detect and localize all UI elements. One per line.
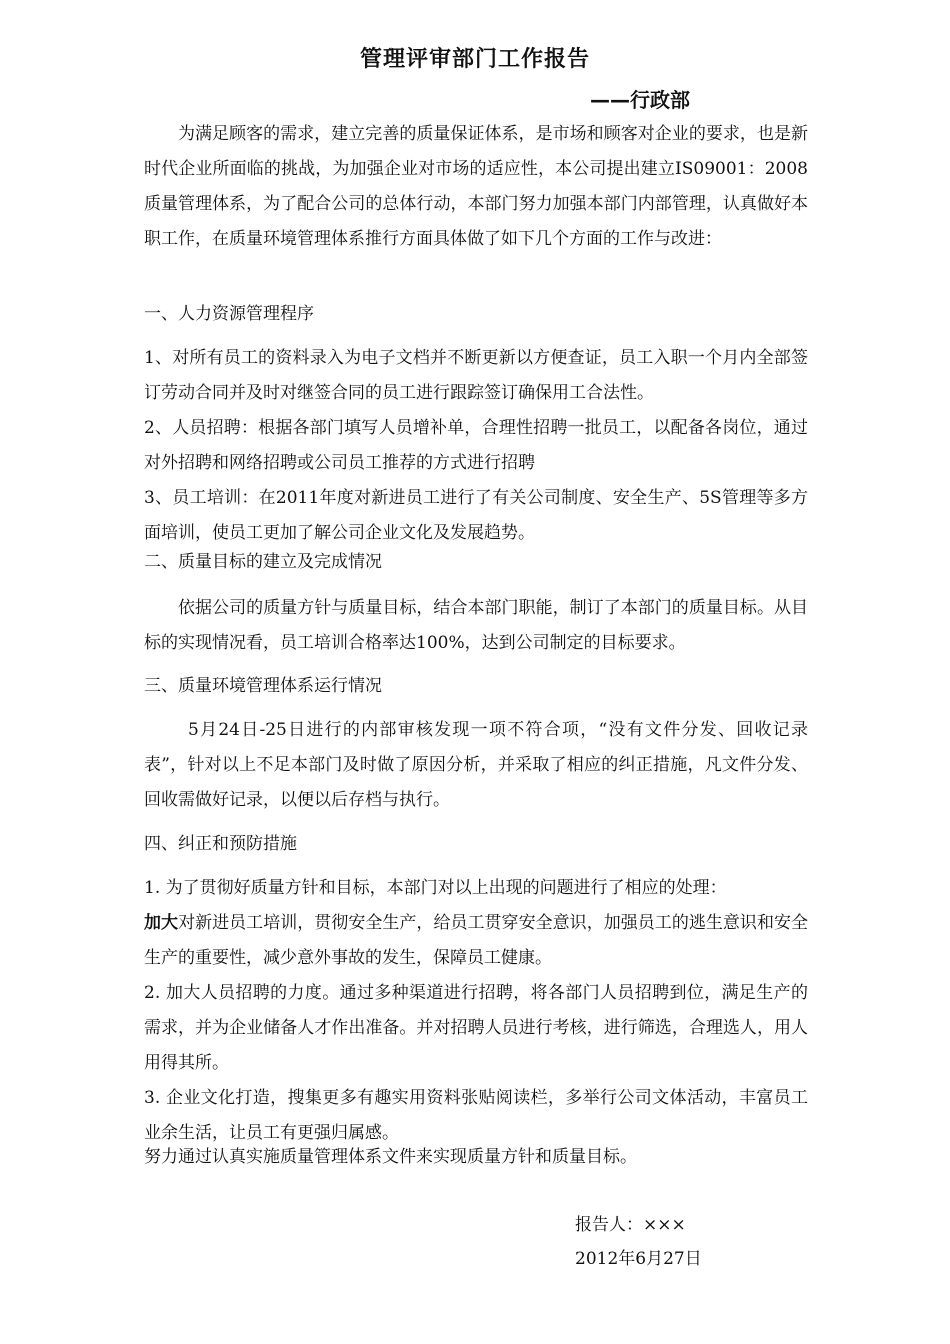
intro-paragraph: 为满足顾客的需求，建立完善的质量保证体系，是市场和顾客对企业的要求，也是新时代企业所面临的挑战，为加强企业对市场的适应性，本公司提出建立IS09001：2008质量管理体系，为了配合公司的总体行动，本部门努力加强本部门内部管理，认真做好本职工作，在质量环境管理体系推行方面具体做了如下几个方面的工作与改进： (144, 124, 808, 249)
section-4-item-3: 3. 企业文化打造，搜集更多有趣实用资料张贴阅读栏，多举行公司文体活动，丰富员工业余生活，让员工有更强归属感。 (144, 1088, 808, 1143)
section-1-item-2: 2、人员招聘：根据各部门填写人员增补单，合理性招聘一批员工，以配备各岗位，通过对外招聘和网络招聘或公司员工推荐的方式进行招聘 (144, 418, 808, 473)
closing-statement: 努力通过认真实施质量管理体系文件来实现质量方针和质量目标。 (144, 1147, 637, 1167)
section-1-heading: 一、人力资源管理程序 (144, 304, 314, 324)
section-2-body: 依据公司的质量方针与质量目标，结合本部门职能，制订了本部门的质量目标。从目标的实现情况看，员工培训合格率达100%，达到公司制定的目标要求。 (144, 598, 808, 653)
section-4-item-2: 2. 加大人员招聘的力度。通过多种渠道进行招聘，将各部门人员招聘到位，满足生产的需求，并为企业储备人才作出准备。并对招聘人员进行考核，进行筛选，合理选人，用人用得其所。 (144, 983, 808, 1073)
section-4-item-1-bold: 加大 (144, 913, 179, 933)
section-4-item-1 (144, 871, 808, 976)
section-2-heading: 二、质量目标的建立及完成情况 (144, 552, 382, 572)
report-date: 2012年6月27日 (575, 1249, 702, 1269)
section-4-item-1-rest: 对新进员工培训，贯彻安全生产，给员工贯穿安全意识，加强员工的逃生意识和安全生产的重要性，减少意外事故的发生，保障员工健康。 (144, 913, 809, 968)
section-1-item-3: 3、员工培训：在2011年度对新进员工进行了有关公司制度、安全生产、5S管理等多方面培训，使员工更加了解公司企业文化及发展趋势。 (144, 488, 808, 543)
section-4-heading: 四、纠正和预防措施 (144, 834, 297, 854)
section-1-item-1: 1、对所有员工的资料录入为电子文档并不断更新以方便查证，员工入职一个月内全部签订劳动合同并及时对继签合同的员工进行跟踪签订确保用工合法性。 (144, 348, 808, 403)
section-4-item-1-line-1: 1. 为了贯彻好质量方针和目标，本部门对以上出现的问题进行了相应的处理： (144, 878, 727, 898)
section-3-heading: 三、质量环境管理体系运行情况 (144, 676, 382, 696)
section-3-body: 5月24日-25日进行的内部审核发现一项不符合项，“没有文件分发、回收记录表”，针对以上不足本部门及时做了原因分析，并采取了相应的纠正措施，凡文件分发、回收需做好记录，以便以后存档与执行。 (144, 720, 808, 810)
department-subtitle: ——行政部 (590, 88, 690, 112)
page-title: 管理评审部门工作报告 (359, 47, 590, 72)
reporter-line: 报告人：××× (575, 1215, 686, 1235)
